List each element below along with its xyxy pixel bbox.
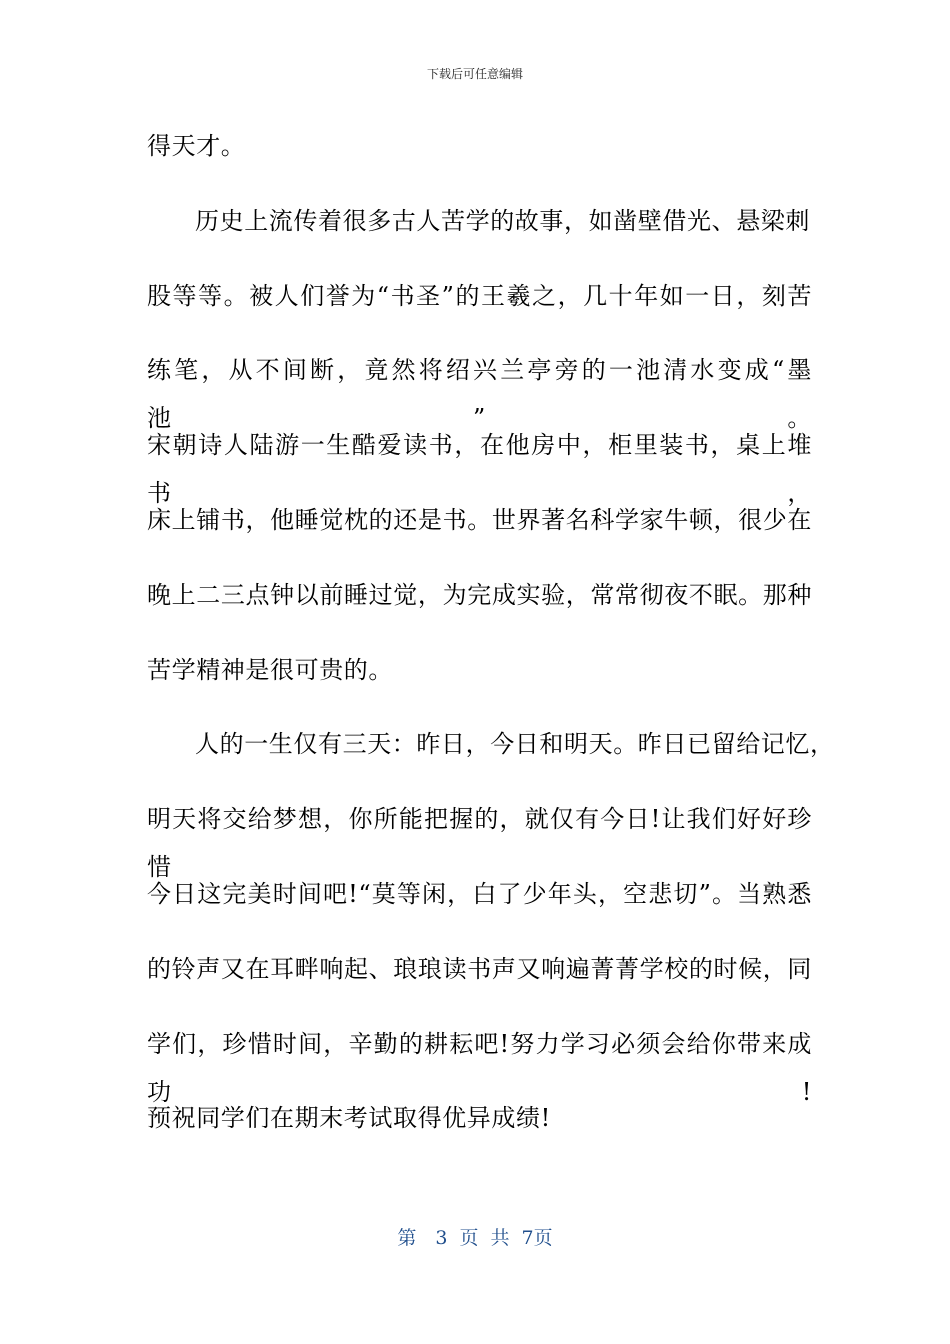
text-line: 得天才。	[147, 132, 246, 160]
page-number: 第 3 页 共 7页	[397, 1227, 553, 1249]
paragraph-first-line: 人的一生仅有三天：昨日，今日和明天。昨日已留给记忆，	[195, 730, 835, 759]
paragraph-first-line: 历史上流传着很多古人苦学的故事，如凿壁借光、悬梁刺	[195, 206, 810, 235]
text-line: 股等等。被人们誉为“书圣”的王羲之，几十年如一日，刻苦	[147, 281, 812, 310]
document-body	[147, 122, 835, 1169]
text-line: 晚上二三点钟以前睡过觉，为完成实验，常常彻夜不眠。那种	[147, 580, 812, 609]
text-line: 苦学精神是很可贵的。	[147, 655, 393, 684]
text-line: 今日这完美时间吧!“莫等闲，白了少年头，空悲切”。当熟悉	[147, 879, 812, 908]
text-line: 预祝同学们在期末考试取得优异成绩!	[147, 1104, 551, 1133]
text-line: 明天将交给梦想，你所能把握的，就仅有今日!让我们好好珍惜	[147, 805, 812, 882]
text-line: 学们，珍惜时间，辛勤的耕耘吧!努力学习必须会给你带来成功!	[147, 1029, 812, 1106]
text-line: 宋朝诗人陆游一生酷爱读书，在他房中，柜里装书，桌上堆书，	[147, 431, 812, 508]
text-line: 的铃声又在耳畔响起、琅琅读书声又响遍菁菁学校的时候，同	[147, 954, 812, 983]
page-header-note: 下载后可任意编辑	[426, 67, 523, 81]
text-line: 练笔，从不间断，竟然将绍兴兰亭旁的一池清水变成“墨池”。	[147, 356, 812, 433]
text-line: 床上铺书，他睡觉枕的还是书。世界著名科学家牛顿，很少在	[147, 505, 812, 534]
